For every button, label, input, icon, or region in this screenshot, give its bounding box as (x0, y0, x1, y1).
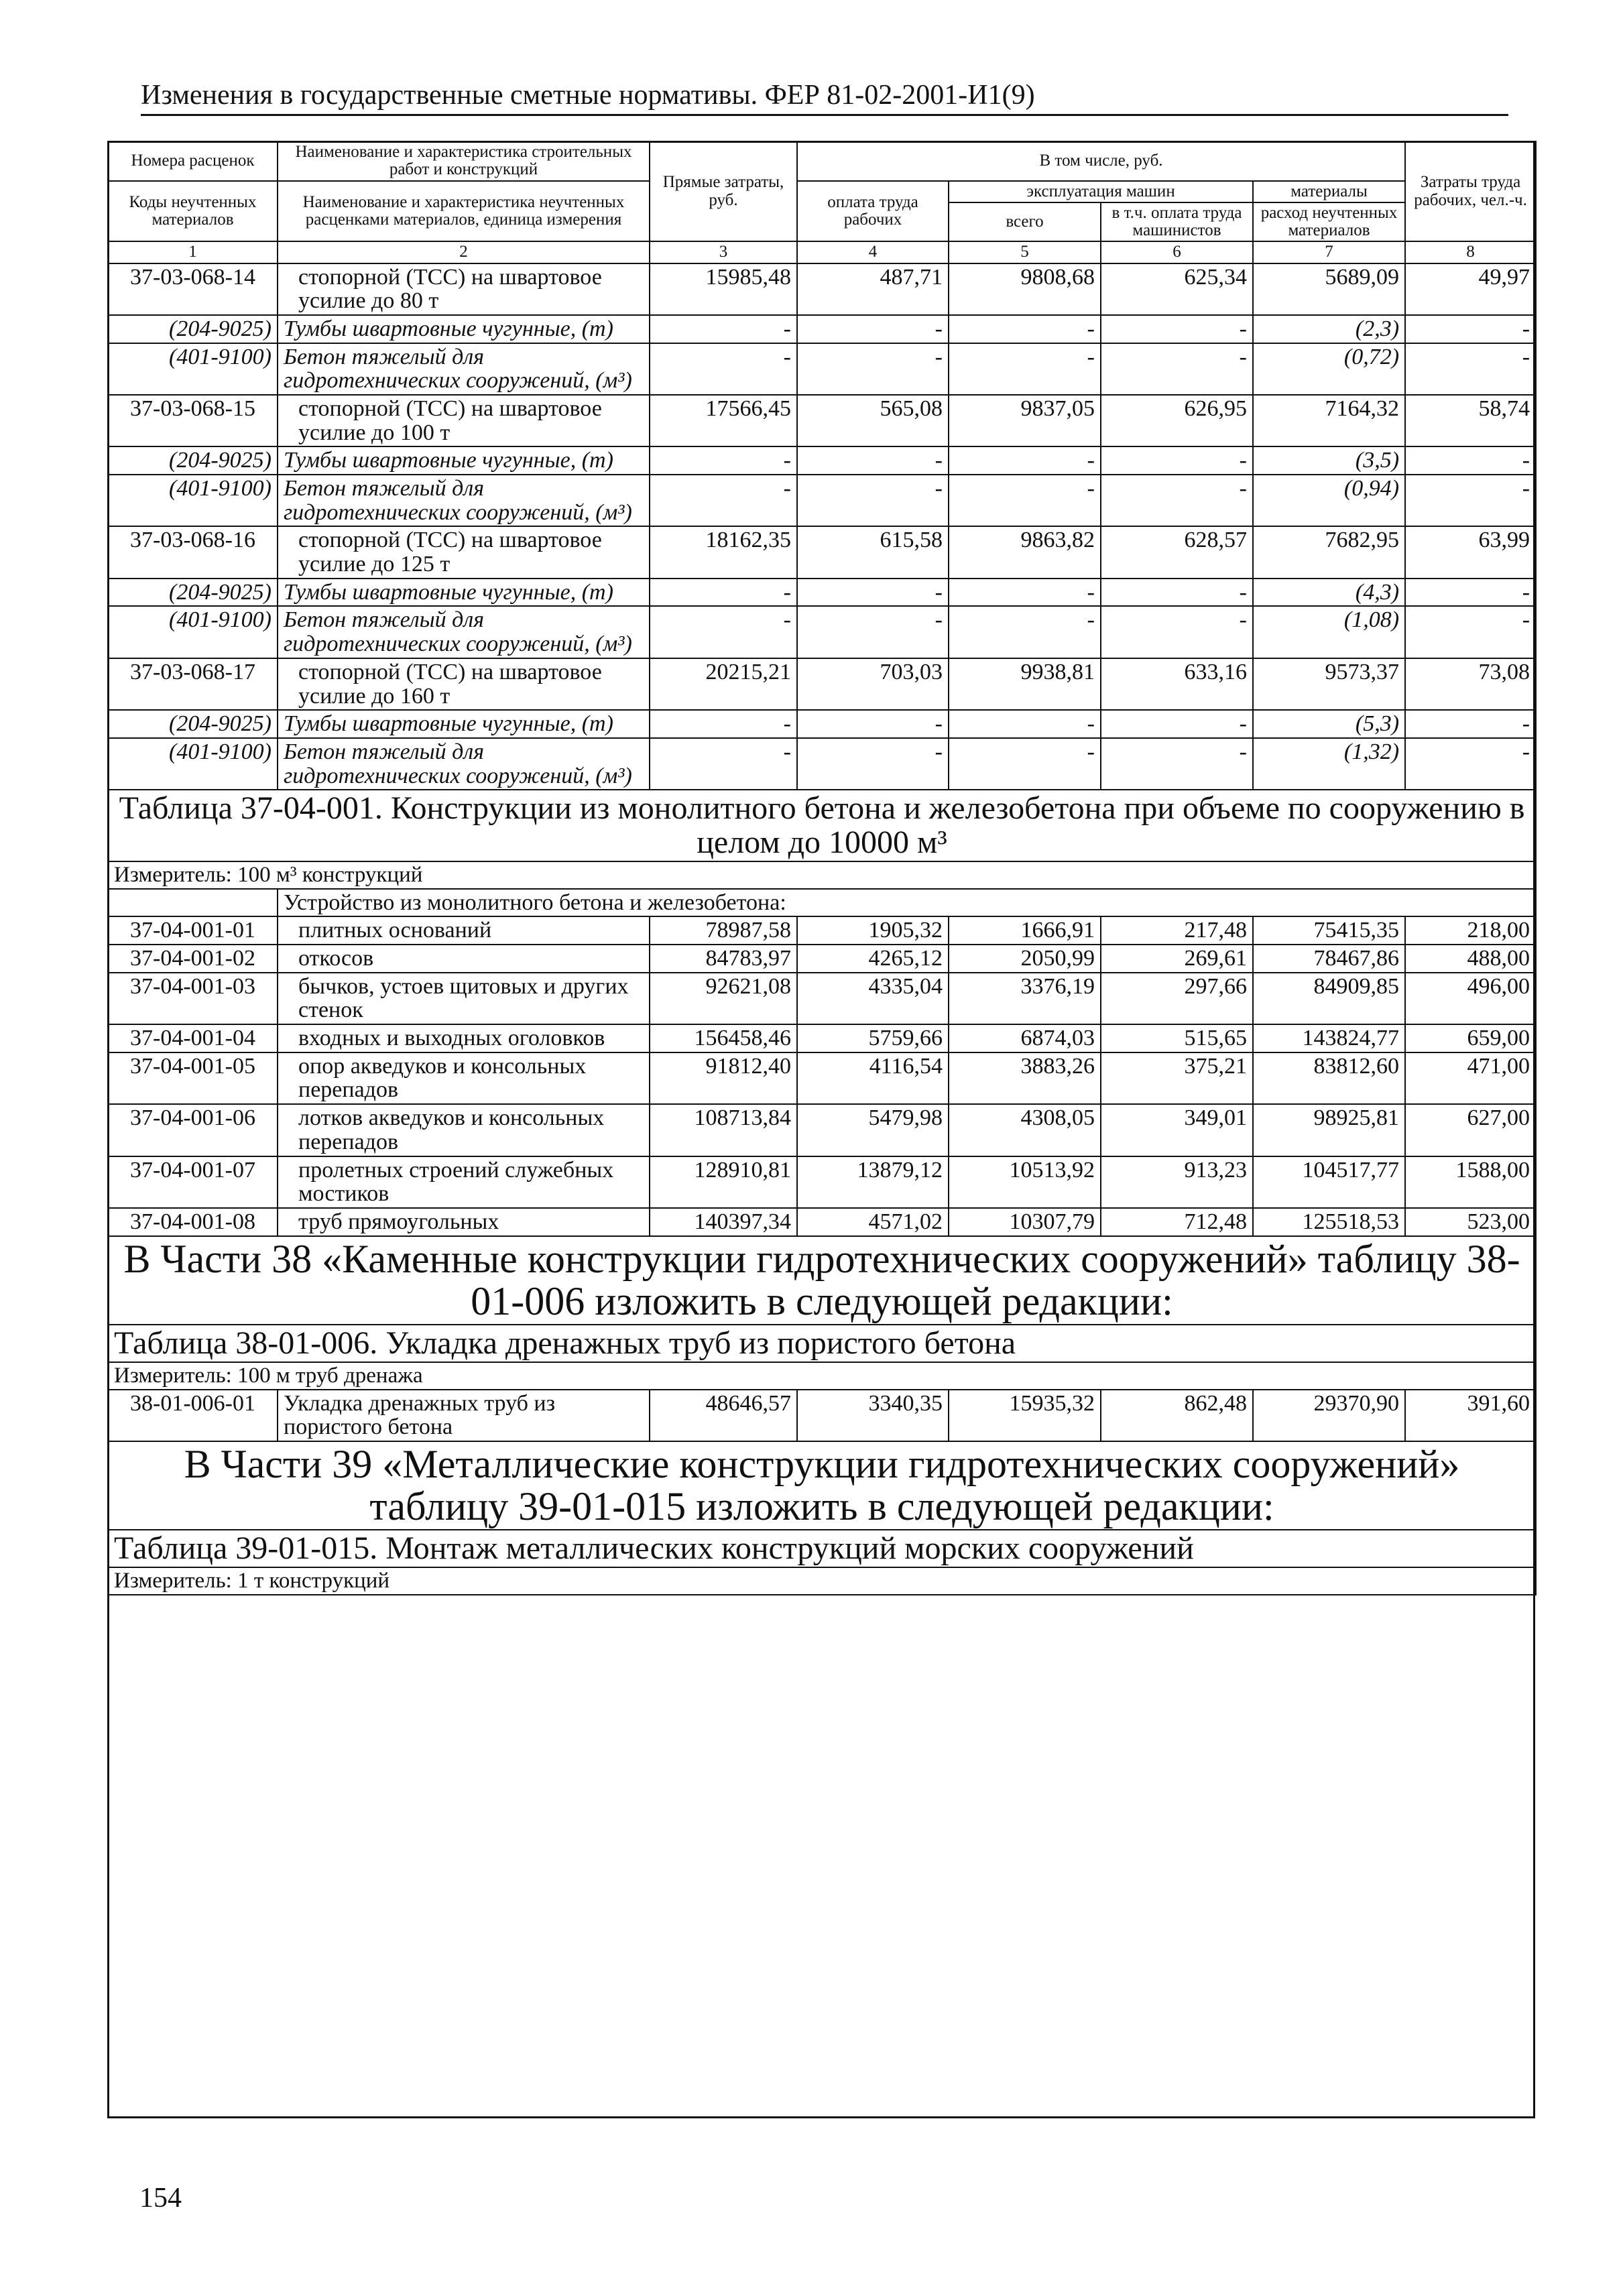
labor: - (1405, 343, 1536, 395)
wages: - (797, 606, 949, 658)
col-materials: материалы (1253, 181, 1405, 202)
table-38-01-006-meter: Измеритель: 100 м труб дренажа (108, 1362, 1536, 1390)
materials: (0,94) (1253, 475, 1405, 526)
table-39-01-015-title: Таблица 39-01-015. Монтаж металлических конструкций морских сооружений (108, 1530, 1536, 1567)
wages: 615,58 (797, 526, 949, 578)
section-spacer (108, 889, 278, 917)
wages: - (797, 475, 949, 526)
labor: - (1405, 446, 1536, 475)
material-code: (204-9025) (108, 446, 278, 475)
wages: - (797, 738, 949, 790)
machines-wages: 515,65 (1101, 1024, 1253, 1052)
part-heading-row (108, 1236, 1536, 1325)
wages: - (797, 579, 949, 607)
material-name: Тумбы швартовные чугунные, (т) (278, 579, 650, 607)
machines-wages: 633,16 (1101, 658, 1253, 710)
col-labor: Затраты труда рабочих, чел.-ч. (1405, 141, 1536, 241)
materials: (4,3) (1253, 579, 1405, 607)
material-row (108, 579, 1536, 607)
labor: - (1405, 475, 1536, 526)
direct-cost: 18162,35 (650, 526, 797, 578)
rate-name: лотков акведуков и консольных перепадов (278, 1104, 650, 1156)
rate-row (108, 1024, 1536, 1052)
direct-cost: 108713,84 (650, 1104, 797, 1156)
wages: 1905,32 (797, 916, 949, 945)
rate-row (108, 1390, 1536, 1441)
rate-row (108, 1052, 1536, 1104)
machines-wages: 913,23 (1101, 1156, 1253, 1208)
machines-wages: 349,01 (1101, 1104, 1253, 1156)
machines-total: 4308,05 (949, 1104, 1101, 1156)
part-38-heading: В Части 38 «Каменные конструкции гидротехнических сооружений» таблицу 38-01-006 изложить в следующей редакции: (108, 1236, 1536, 1325)
part-39-heading: В Части 39 «Металлические конструкции гидротехнических сооружений» таблицу 39-01-015 изложить в следующей редакции: (108, 1441, 1536, 1530)
material-row (108, 738, 1536, 790)
col-machines-wages: в т.ч. оплата труда машинистов (1101, 202, 1253, 242)
wages: 4571,02 (797, 1208, 949, 1236)
machines-total: - (949, 315, 1101, 343)
direct-cost: 140397,34 (650, 1208, 797, 1236)
material-row (108, 343, 1536, 395)
materials: (3,5) (1253, 446, 1405, 475)
machines-total: 10513,92 (949, 1156, 1101, 1208)
column-index: 8 (1405, 241, 1536, 263)
material-row (108, 710, 1536, 738)
materials: (1,08) (1253, 606, 1405, 658)
machines-wages: - (1101, 315, 1253, 343)
material-row (108, 475, 1536, 526)
direct-cost: 156458,46 (650, 1024, 797, 1052)
machines-wages: - (1101, 606, 1253, 658)
rate-code: 37-04-001-07 (108, 1156, 278, 1208)
labor: 58,74 (1405, 395, 1536, 446)
direct-cost: - (650, 606, 797, 658)
table-title-row (108, 790, 1536, 861)
rate-code: 37-04-001-08 (108, 1208, 278, 1236)
rate-name: стопорной (ТСС) на швартовое усилие до 80 т (278, 263, 650, 315)
material-code: (204-9025) (108, 579, 278, 607)
rate-row (108, 658, 1536, 710)
material-name: Бетон тяжелый для гидротехнических сооружений, (м³) (278, 475, 650, 526)
rate-row (108, 945, 1536, 973)
wages: 3340,35 (797, 1390, 949, 1441)
machines-total: 9938,81 (949, 658, 1101, 710)
meter-row (108, 1362, 1536, 1390)
direct-cost: 78987,58 (650, 916, 797, 945)
rate-name: Укладка дренажных труб из пористого бетона (278, 1390, 650, 1441)
direct-cost: 84783,97 (650, 945, 797, 973)
col-num-bottom: Коды неучтенных материалов (108, 181, 278, 242)
col-name-top: Наименование и характеристика строительных работ и конструкций (278, 141, 650, 181)
rate-name: откосов (278, 945, 650, 973)
col-machines: эксплуатация машин (949, 181, 1253, 202)
part-heading-row (108, 1441, 1536, 1530)
rate-name: плитных оснований (278, 916, 650, 945)
machines-total: 3883,26 (949, 1052, 1101, 1104)
materials: 7682,95 (1253, 526, 1405, 578)
meter-row (108, 1567, 1536, 1595)
direct-cost: - (650, 579, 797, 607)
labor: 488,00 (1405, 945, 1536, 973)
material-code: (401-9100) (108, 606, 278, 658)
rate-row (108, 263, 1536, 315)
material-name: Бетон тяжелый для гидротехнических сооружений, (м³) (278, 738, 650, 790)
rate-name: стопорной (ТСС) на швартовое усилие до 160 т (278, 658, 650, 710)
rate-code: 37-04-001-02 (108, 945, 278, 973)
rate-code: 37-04-001-01 (108, 916, 278, 945)
materials: 75415,35 (1253, 916, 1405, 945)
direct-cost: 92621,08 (650, 973, 797, 1024)
machines-wages: - (1101, 710, 1253, 738)
machines-wages: 297,66 (1101, 973, 1253, 1024)
table-38-01-006-title: Таблица 38-01-006. Укладка дренажных труб из пористого бетона (108, 1325, 1536, 1362)
table-title-row (108, 1325, 1536, 1362)
page-number: 154 (139, 2183, 182, 2214)
direct-cost: 91812,40 (650, 1052, 797, 1104)
materials: 29370,90 (1253, 1390, 1405, 1441)
labor: 471,00 (1405, 1052, 1536, 1104)
labor: 659,00 (1405, 1024, 1536, 1052)
rate-row (108, 1208, 1536, 1236)
column-index-row (108, 241, 1536, 263)
wages: 5479,98 (797, 1104, 949, 1156)
col-num-top: Номера расценок (108, 141, 278, 181)
col-direct: Прямые затраты, руб. (650, 141, 797, 241)
rate-name: опор акведуков и консольных перепадов (278, 1052, 650, 1104)
labor: - (1405, 606, 1536, 658)
material-code: (204-9025) (108, 315, 278, 343)
wages: 4265,12 (797, 945, 949, 973)
labor: 218,00 (1405, 916, 1536, 945)
rate-code: 37-03-068-16 (108, 526, 278, 578)
table-39-01-015-meter: Измеритель: 1 т конструкций (108, 1567, 1536, 1595)
materials: (0,72) (1253, 343, 1405, 395)
col-materials-use: расход неучтенных материалов (1253, 202, 1405, 242)
machines-total: 10307,79 (949, 1208, 1101, 1236)
direct-cost: - (650, 343, 797, 395)
rate-name: пролетных строений служебных мостиков (278, 1156, 650, 1208)
materials: (1,32) (1253, 738, 1405, 790)
machines-total: 6874,03 (949, 1024, 1101, 1052)
materials: 83812,60 (1253, 1052, 1405, 1104)
machines-total: 9808,68 (949, 263, 1101, 315)
column-index: 5 (949, 241, 1101, 263)
material-row (108, 606, 1536, 658)
wages: 4116,54 (797, 1052, 949, 1104)
rate-code: 37-04-001-03 (108, 973, 278, 1024)
machines-total: 15935,32 (949, 1390, 1101, 1441)
material-code: (401-9100) (108, 343, 278, 395)
machines-wages: 628,57 (1101, 526, 1253, 578)
direct-cost: 20215,21 (650, 658, 797, 710)
wages: - (797, 315, 949, 343)
direct-cost: - (650, 710, 797, 738)
materials: 84909,85 (1253, 973, 1405, 1024)
machines-wages: - (1101, 446, 1253, 475)
labor: 523,00 (1405, 1208, 1536, 1236)
meter-row (108, 861, 1536, 889)
col-wages: оплата труда рабочих (797, 181, 949, 242)
wages: - (797, 710, 949, 738)
table-37-04-001-meter: Измеритель: 100 м³ конструкций (108, 861, 1536, 889)
machines-wages: 217,48 (1101, 916, 1253, 945)
rate-code: 37-03-068-15 (108, 395, 278, 446)
rate-row (108, 973, 1536, 1024)
rate-code: 37-04-001-06 (108, 1104, 278, 1156)
machines-total: - (949, 343, 1101, 395)
rate-code: 37-03-068-17 (108, 658, 278, 710)
labor: 73,08 (1405, 658, 1536, 710)
machines-wages: - (1101, 343, 1253, 395)
material-name: Тумбы швартовные чугунные, (т) (278, 710, 650, 738)
machines-wages: 712,48 (1101, 1208, 1253, 1236)
direct-cost: 15985,48 (650, 263, 797, 315)
rate-code: 37-04-001-05 (108, 1052, 278, 1104)
material-name: Тумбы швартовные чугунные, (т) (278, 446, 650, 475)
labor: - (1405, 579, 1536, 607)
materials: 5689,09 (1253, 263, 1405, 315)
direct-cost: - (650, 475, 797, 526)
machines-total: 2050,99 (949, 945, 1101, 973)
col-incl: В том числе, руб. (797, 141, 1405, 181)
labor: - (1405, 315, 1536, 343)
machines-total: - (949, 579, 1101, 607)
rate-code: 37-04-001-04 (108, 1024, 278, 1052)
section-row (108, 889, 1536, 917)
material-code: (401-9100) (108, 475, 278, 526)
material-row (108, 315, 1536, 343)
labor: 49,97 (1405, 263, 1536, 315)
materials: (2,3) (1253, 315, 1405, 343)
materials: 104517,77 (1253, 1156, 1405, 1208)
wages: 4335,04 (797, 973, 949, 1024)
materials: 78467,86 (1253, 945, 1405, 973)
machines-total: 9837,05 (949, 395, 1101, 446)
machines-total: - (949, 710, 1101, 738)
machines-total: 9863,82 (949, 526, 1101, 578)
machines-total: - (949, 606, 1101, 658)
column-index: 1 (108, 241, 278, 263)
rate-code: 38-01-006-01 (108, 1390, 278, 1441)
rate-row (108, 526, 1536, 578)
rate-row (108, 1156, 1536, 1208)
rate-name: бычков, устоев щитовых и других стенок (278, 973, 650, 1024)
material-name: Бетон тяжелый для гидротехнических сооружений, (м³) (278, 343, 650, 395)
column-index: 3 (650, 241, 797, 263)
materials: 9573,37 (1253, 658, 1405, 710)
material-code: (204-9025) (108, 710, 278, 738)
rate-name: стопорной (ТСС) на швартовое усилие до 125 т (278, 526, 650, 578)
col-machines-total: всего (949, 202, 1101, 242)
labor: 496,00 (1405, 973, 1536, 1024)
rate-row (108, 1104, 1536, 1156)
wages: - (797, 446, 949, 475)
labor: 627,00 (1405, 1104, 1536, 1156)
col-name-bottom: Наименование и характеристика неучтенных расценками материалов, единица измерения (278, 181, 650, 242)
machines-total: - (949, 446, 1101, 475)
machines-wages: - (1101, 579, 1253, 607)
machines-wages: 625,34 (1101, 263, 1253, 315)
rate-name: труб прямоугольных (278, 1208, 650, 1236)
column-index: 2 (278, 241, 650, 263)
column-index: 7 (1253, 241, 1405, 263)
wages: 487,71 (797, 263, 949, 315)
material-code: (401-9100) (108, 738, 278, 790)
table-body (108, 263, 1536, 1595)
rate-name: стопорной (ТСС) на швартовое усилие до 100 т (278, 395, 650, 446)
labor: 391,60 (1405, 1390, 1536, 1441)
wages: 5759,66 (797, 1024, 949, 1052)
direct-cost: - (650, 738, 797, 790)
machines-wages: 626,95 (1101, 395, 1253, 446)
machines-total: 3376,19 (949, 973, 1101, 1024)
wages: 565,08 (797, 395, 949, 446)
wages: 13879,12 (797, 1156, 949, 1208)
labor: 63,99 (1405, 526, 1536, 578)
table-title-row (108, 1530, 1536, 1567)
table-37-04-001-title: Таблица 37-04-001. Конструкции из монолитного бетона и железобетона при объеме по сооружению в целом до 10000 м³ (108, 790, 1536, 861)
rate-row (108, 916, 1536, 945)
machines-wages: 375,21 (1101, 1052, 1253, 1104)
machines-wages: - (1101, 475, 1253, 526)
rate-name: входных и выходных оголовков (278, 1024, 650, 1052)
materials: 125518,53 (1253, 1208, 1405, 1236)
machines-total: 1666,91 (949, 916, 1101, 945)
material-name: Тумбы швартовные чугунные, (т) (278, 315, 650, 343)
materials: 143824,77 (1253, 1024, 1405, 1052)
labor: - (1405, 710, 1536, 738)
table-header (108, 141, 1536, 263)
materials: 98925,81 (1253, 1104, 1405, 1156)
direct-cost: 17566,45 (650, 395, 797, 446)
wages: - (797, 343, 949, 395)
machines-total: - (949, 475, 1101, 526)
direct-cost: 128910,81 (650, 1156, 797, 1208)
machines-total: - (949, 738, 1101, 790)
material-name: Бетон тяжелый для гидротехнических сооружений, (м³) (278, 606, 650, 658)
rates-table (107, 141, 1537, 1595)
wages: 703,03 (797, 658, 949, 710)
direct-cost: 48646,57 (650, 1390, 797, 1441)
materials: 7164,32 (1253, 395, 1405, 446)
column-index: 4 (797, 241, 949, 263)
direct-cost: - (650, 446, 797, 475)
section-title: Устройство из монолитного бетона и железобетона: (278, 889, 1536, 917)
rate-code: 37-03-068-14 (108, 263, 278, 315)
machines-wages: - (1101, 738, 1253, 790)
material-row (108, 446, 1536, 475)
column-index: 6 (1101, 241, 1253, 263)
rate-row (108, 395, 1536, 446)
labor: 1588,00 (1405, 1156, 1536, 1208)
materials: (5,3) (1253, 710, 1405, 738)
direct-cost: - (650, 315, 797, 343)
labor: - (1405, 738, 1536, 790)
page-header: Изменения в государственные сметные нормативы. ФЕР 81-02-2001-И1(9) (141, 79, 1508, 116)
machines-wages: 269,61 (1101, 945, 1253, 973)
machines-wages: 862,48 (1101, 1390, 1253, 1441)
